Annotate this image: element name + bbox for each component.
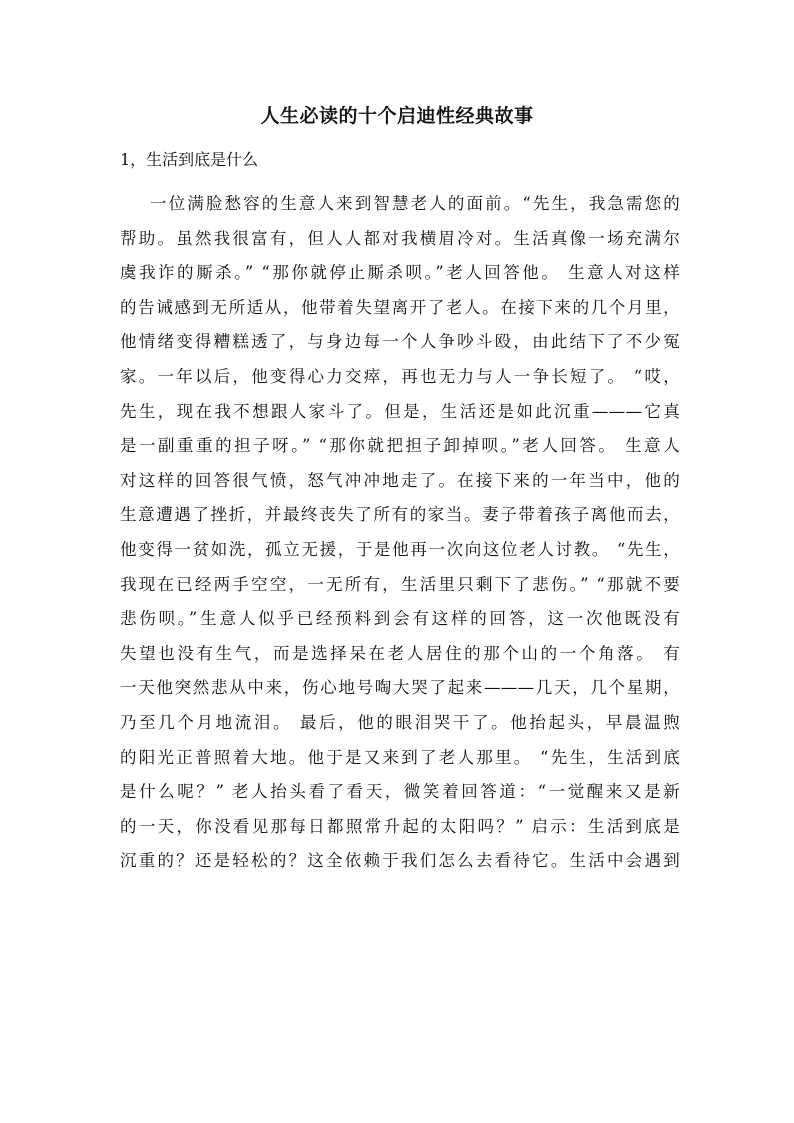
text-line: 的阳光正普照着大地。他于是又来到了老人那里。 “先生，生活到底 — [120, 747, 680, 767]
text-line: 沉重的？还是轻松的？这全依赖于我们怎么去看待它。生活中会遇到 — [120, 851, 680, 871]
text-line: 虞我诈的厮杀。” “那你就停止厮杀呗。”老人回答他。 生意人对这样 — [120, 263, 680, 283]
text-line: 一位满脸愁容的生意人来到智慧老人的面前。“先生，我急需您的 — [150, 194, 680, 213]
text-line: 是一副重重的担子呀。” “那你就把担子卸掉呗。”老人回答。 生意人 — [120, 436, 680, 456]
text-line: 悲伤呗。”生意人似乎已经预料到会有这样的回答，这一次他既没有 — [120, 609, 680, 629]
text-line: 生意遭遇了挫折，并最终丧失了所有的家当。妻子带着孩子离他而去， — [120, 505, 680, 525]
document-title: 人生必读的十个启迪性经典故事 — [260, 105, 534, 127]
text-line: 对这样的回答很气愤，怒气冲冲地走了。在接下来的一年当中，他的 — [120, 470, 680, 490]
text-line: 乃至几个月地流泪。 最后，他的眼泪哭干了。他抬起头，早晨温煦 — [120, 712, 680, 732]
text-line: 帮助。虽然我很富有，但人人都对我横眉冷对。生活真像一场充满尔 — [120, 228, 680, 248]
text-line: 他情绪变得糟糕透了，与身边每一个人争吵斗殴，由此结下了不少冤 — [120, 332, 680, 352]
text-line: 一天他突然悲从中来，伤心地号啕大哭了起来———几天，几个星期， — [120, 678, 680, 698]
section-heading: 1，生活到底是什么 — [120, 150, 259, 169]
text-line: 的告诫感到无所适从，他带着失望离开了老人。在接下来的几个月里， — [120, 297, 680, 317]
body-paragraph — [120, 187, 680, 879]
text-line: 失望也没有生气，而是选择呆在老人居住的那个山的一个角落。 有 — [120, 643, 680, 663]
text-line: 是什么呢？” 老人抬头看了看天，微笑着回答道：“一觉醒来又是新 — [120, 782, 680, 802]
text-line: 他变得一贫如洗，孤立无援，于是他再一次向这位老人讨教。 “先生， — [120, 539, 680, 559]
text-line: 的一天，你没看见那每日都照常升起的太阳吗？” 启示：生活到底是 — [120, 816, 680, 836]
text-line: 先生，现在我不想跟人家斗了。但是，生活还是如此沉重———它真 — [120, 401, 680, 421]
text-line: 家。一年以后，他变得心力交瘁，再也无力与人一争长短了。 “哎， — [120, 366, 680, 386]
text-line: 我现在已经两手空空，一无所有，生活里只剩下了悲伤。” “那就不要 — [120, 574, 680, 594]
